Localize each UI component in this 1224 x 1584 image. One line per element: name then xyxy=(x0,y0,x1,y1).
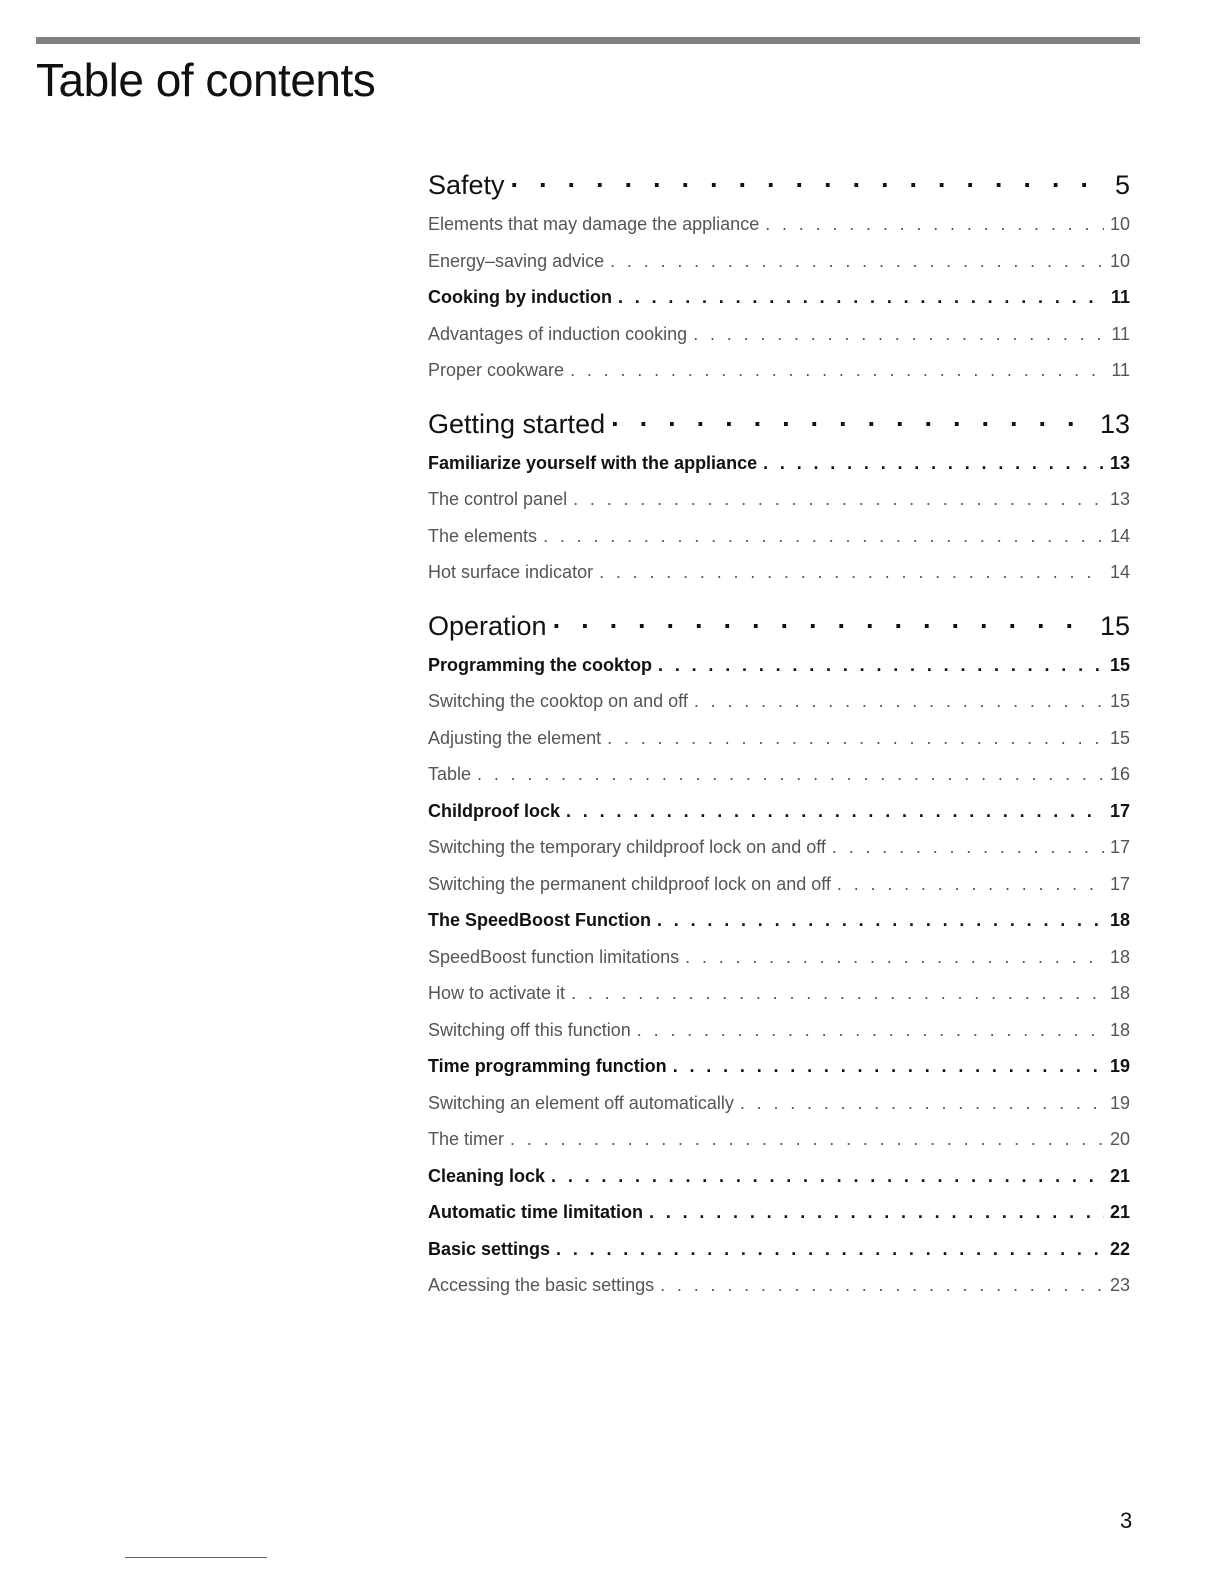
toc-entry-page: 20 xyxy=(1109,1129,1130,1149)
toc-entry-label: The control panel xyxy=(428,489,568,509)
toc-entry-page: 21 xyxy=(1109,1165,1130,1186)
dot-leader xyxy=(765,206,1104,243)
page-number: 3 xyxy=(1120,1508,1133,1533)
toc-subsection-entry[interactable] xyxy=(428,793,1130,830)
toc-subsection-entry[interactable] xyxy=(428,647,1130,684)
toc-entry-page: 18 xyxy=(1109,1019,1130,1040)
toc-item-entry[interactable] xyxy=(428,1012,1130,1049)
dot-leader xyxy=(763,445,1104,482)
toc-entry-label: Time programming function xyxy=(428,1056,667,1076)
toc-entry-page: 16 xyxy=(1109,764,1130,784)
dot-leader xyxy=(832,829,1104,866)
toc-item-entry[interactable] xyxy=(428,316,1130,353)
toc-item-entry[interactable] xyxy=(428,975,1130,1012)
toc-section-entry[interactable] xyxy=(428,403,1130,445)
dot-leader xyxy=(694,683,1104,720)
toc-entry-page: 13 xyxy=(1099,408,1130,439)
toc-entry-label: Elements that may damage the appliance xyxy=(428,214,760,234)
toc-item-entry[interactable] xyxy=(428,243,1130,280)
toc-item-entry[interactable] xyxy=(428,866,1130,903)
dot-leader xyxy=(543,518,1104,555)
toc-subsection-entry[interactable] xyxy=(428,1158,1130,1195)
toc-entry-page: 19 xyxy=(1109,1092,1130,1113)
dot-leader xyxy=(673,1048,1104,1085)
toc-item-entry[interactable] xyxy=(428,1121,1130,1158)
toc-entry-label: Automatic time limitation xyxy=(428,1202,644,1222)
toc-item-entry[interactable] xyxy=(428,829,1130,866)
toc-entry-page: 23 xyxy=(1109,1275,1130,1295)
toc-entry-label: Programming the cooktop xyxy=(428,654,653,675)
toc-entry-page: 17 xyxy=(1109,837,1130,857)
toc-entry-label: Switching off this function xyxy=(428,1019,631,1040)
toc-entry-page: 10 xyxy=(1109,214,1130,234)
dot-leader xyxy=(510,1121,1104,1158)
toc-entry-page: 15 xyxy=(1109,654,1130,675)
dot-leader xyxy=(599,554,1104,591)
toc-subsection-entry[interactable] xyxy=(428,279,1130,316)
dot-leader xyxy=(649,1194,1104,1231)
toc-item-entry[interactable] xyxy=(428,1085,1130,1122)
toc-entry-page: 15 xyxy=(1099,610,1130,641)
dot-leader xyxy=(556,1231,1104,1268)
toc-item-entry[interactable] xyxy=(428,481,1130,518)
toc-entry-label: The elements xyxy=(428,525,538,546)
toc-entry-label: Switching an element off automatically xyxy=(428,1092,734,1113)
toc-entry-label: Table xyxy=(428,764,472,784)
toc-entry-label: Proper cookware xyxy=(428,360,565,380)
toc-entry-label: Energy–saving advice xyxy=(428,250,605,271)
dot-leader xyxy=(511,164,1109,206)
toc-entry-label: Adjusting the element xyxy=(428,727,602,748)
toc-subsection-entry[interactable] xyxy=(428,1194,1130,1231)
toc-entry-label: Switching the temporary childproof lock on and off xyxy=(428,837,826,857)
toc-entry-page: 13 xyxy=(1109,489,1130,509)
toc-entry-label: Advantages of induction cooking xyxy=(428,323,688,344)
toc-item-entry[interactable] xyxy=(428,1267,1130,1304)
toc-entry-label: Cleaning lock xyxy=(428,1165,546,1186)
top-rule xyxy=(36,37,1140,44)
toc-entry-page: 18 xyxy=(1109,983,1130,1003)
toc-entry-page: 11 xyxy=(1111,360,1130,380)
toc-entry-label: Operation xyxy=(428,610,547,641)
toc-entry-page: 15 xyxy=(1109,691,1130,711)
toc-entry-label: Switching the cooktop on and off xyxy=(428,691,688,711)
toc-entry-label: Cooking by induction xyxy=(428,287,612,307)
toc-section-entry[interactable] xyxy=(428,605,1130,647)
dot-leader xyxy=(573,481,1104,518)
dot-leader xyxy=(637,1012,1104,1049)
dot-leader xyxy=(611,403,1094,445)
dot-leader xyxy=(660,1267,1104,1304)
toc-entry-label: Familiarize yourself with the appliance xyxy=(428,452,758,473)
dot-leader xyxy=(693,316,1105,353)
toc-entry-label: The timer xyxy=(428,1129,505,1149)
dot-leader xyxy=(837,866,1104,903)
toc-item-entry[interactable] xyxy=(428,720,1130,757)
toc-entry-label: How to activate it xyxy=(428,983,566,1003)
dot-leader xyxy=(685,939,1104,976)
toc-entry-page: 18 xyxy=(1109,910,1130,930)
toc-entry-label: Switching the permanent childproof lock on and off xyxy=(428,873,831,894)
toc-entry-page: 21 xyxy=(1109,1202,1130,1222)
dot-leader xyxy=(740,1085,1104,1122)
toc-item-entry[interactable] xyxy=(428,683,1130,720)
toc-subsection-entry[interactable] xyxy=(428,902,1130,939)
toc-item-entry[interactable] xyxy=(428,554,1130,591)
toc-item-entry[interactable] xyxy=(428,518,1130,555)
toc-entry-page: 15 xyxy=(1109,727,1130,748)
dot-leader xyxy=(607,720,1104,757)
toc-item-entry[interactable] xyxy=(428,756,1130,793)
dot-leader xyxy=(658,647,1104,684)
toc-item-entry[interactable] xyxy=(428,352,1130,389)
dot-leader xyxy=(551,1158,1104,1195)
toc-entry-page: 11 xyxy=(1110,287,1130,307)
toc-entry-page: 17 xyxy=(1109,800,1130,821)
toc-entry-page: 17 xyxy=(1109,873,1130,894)
bottom-link-rule xyxy=(125,1557,267,1558)
toc-entry-label: Safety xyxy=(428,170,505,200)
toc-entry-label: Basic settings xyxy=(428,1238,551,1259)
dot-leader xyxy=(657,902,1104,939)
dot-leader xyxy=(610,243,1104,280)
toc-entry-label: Accessing the basic settings xyxy=(428,1275,655,1295)
toc-entry-page: 22 xyxy=(1109,1238,1130,1259)
dot-leader xyxy=(571,975,1104,1012)
toc-entry-page: 19 xyxy=(1109,1056,1130,1076)
table-of-contents xyxy=(428,164,1130,1304)
toc-entry-page: 18 xyxy=(1109,946,1130,967)
toc-entry-page: 10 xyxy=(1109,250,1130,271)
toc-section-entry[interactable] xyxy=(428,164,1130,206)
toc-entry-label: Getting started xyxy=(428,408,606,439)
toc-entry-page: 13 xyxy=(1109,452,1130,473)
dot-leader xyxy=(618,279,1105,316)
dot-leader xyxy=(570,352,1105,389)
toc-subsection-entry[interactable] xyxy=(428,1231,1130,1268)
toc-entry-page: 14 xyxy=(1109,525,1130,546)
dot-leader xyxy=(553,605,1094,647)
toc-subsection-entry[interactable] xyxy=(428,445,1130,482)
page-title: Table of contents xyxy=(36,54,376,106)
toc-item-entry[interactable] xyxy=(428,939,1130,976)
toc-entry-label: SpeedBoost function limitations xyxy=(428,946,680,967)
dot-leader xyxy=(566,793,1104,830)
toc-entry-page: 14 xyxy=(1109,562,1130,582)
toc-entry-label: Hot surface indicator xyxy=(428,562,594,582)
toc-item-entry[interactable] xyxy=(428,206,1130,243)
dot-leader xyxy=(477,756,1104,793)
toc-entry-page: 11 xyxy=(1111,323,1130,344)
toc-subsection-entry[interactable] xyxy=(428,1048,1130,1085)
toc-entry-page: 5 xyxy=(1114,170,1130,200)
toc-entry-label: The SpeedBoost Function xyxy=(428,910,651,930)
toc-entry-label: Childproof lock xyxy=(428,800,560,821)
